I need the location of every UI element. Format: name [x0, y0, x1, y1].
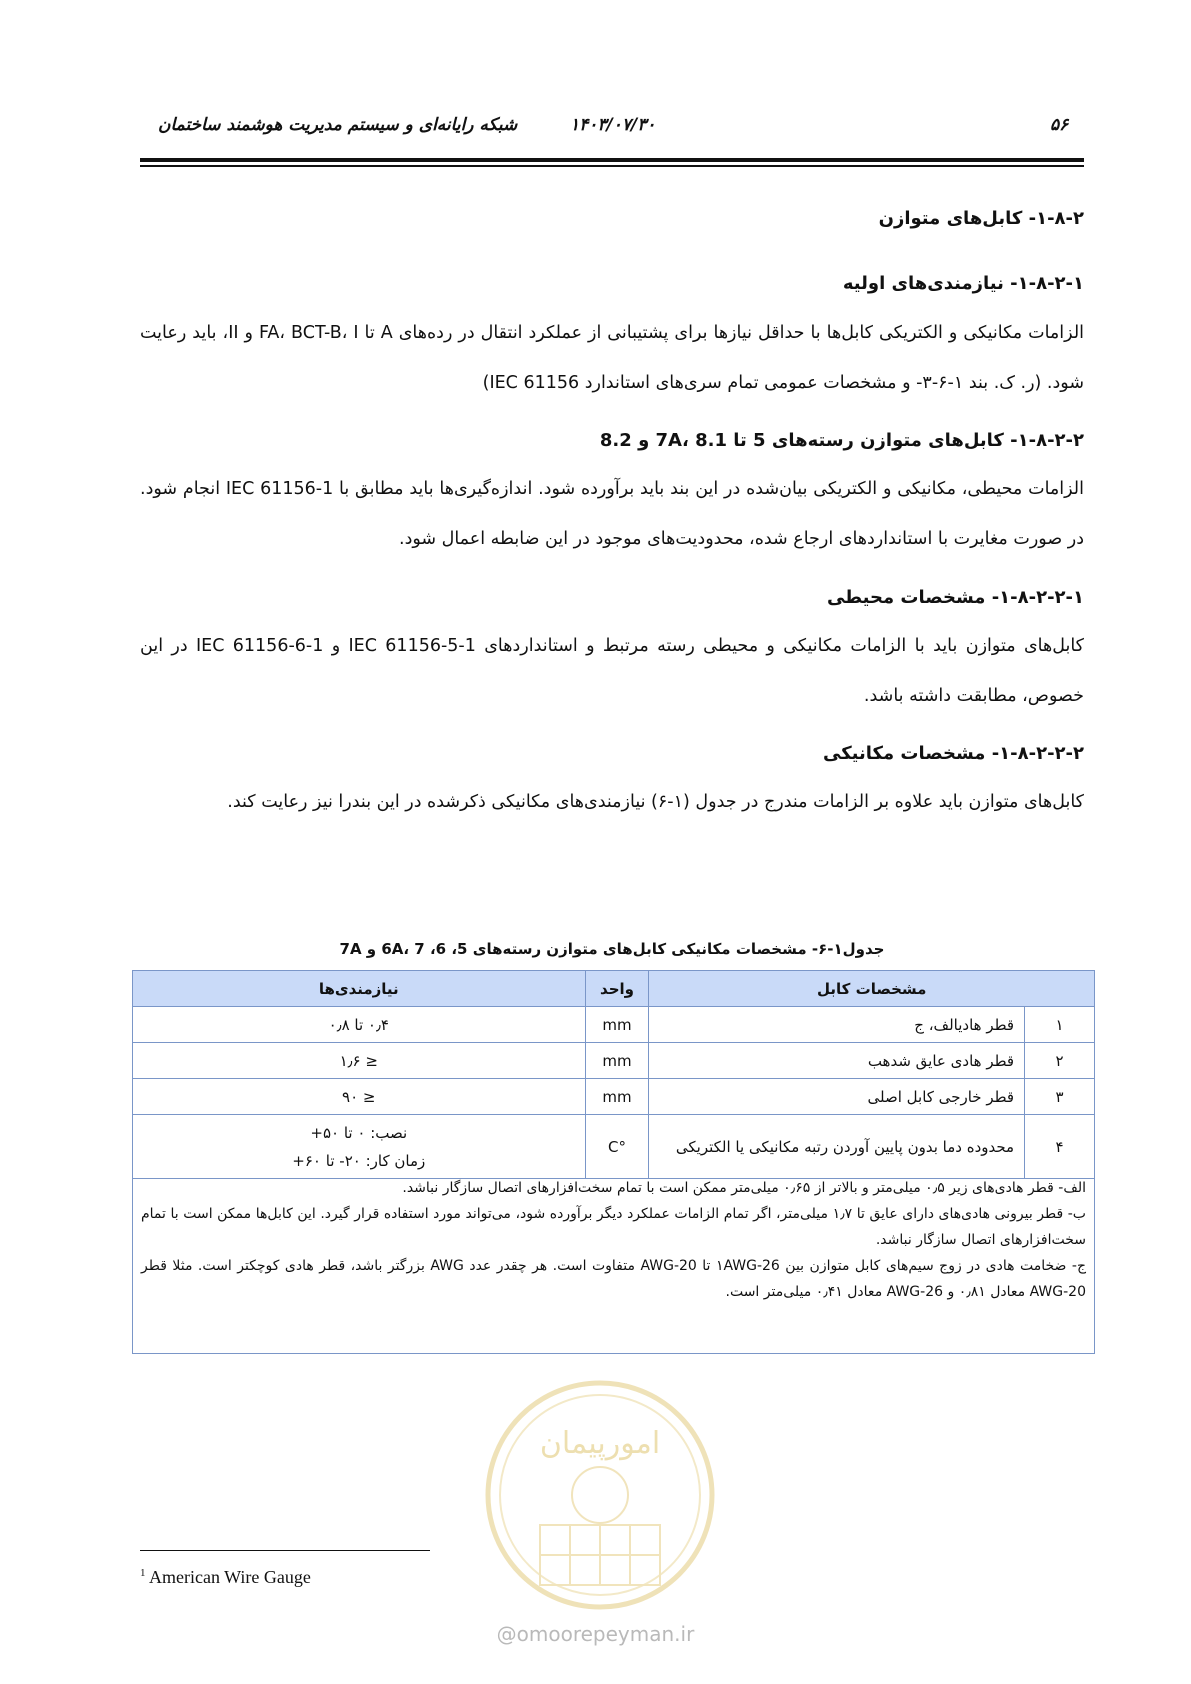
- running-header-date: ۱۴۰۳/۰۷/۳۰: [570, 115, 656, 135]
- table-note: الف- قطر هادی‌های زیر ۰٫۵ میلی‌متر و بالاتر از ۰٫۶۵ میلی‌متر ممکن است با تمام سخت‌افزارهای اتصال سازگار نباشد.: [402, 1180, 1086, 1196]
- spec-cell: قطر هادی عایق شدهب: [649, 1043, 1025, 1079]
- subsection-heading: ۱-۸-۲-۲-۲- مشخصات مکانیکی: [822, 743, 1084, 764]
- spec-cell: قطر هادیالف، ج: [649, 1007, 1025, 1043]
- spec-table: [132, 970, 1095, 1179]
- unit-cell: °C: [585, 1115, 649, 1179]
- footnote-mark: 1: [140, 1567, 146, 1579]
- table-row: [133, 1079, 1095, 1115]
- header-rule-thick: [140, 158, 1084, 162]
- paragraph: الزامات محیطی، مکانیکی و الکتریکی بیان‌شده در این بند باید برآورده شود. اندازه‌گیری‌ها باید مطابق با IEC 61156-1 انجام شود. در صورت مغایرت با استانداردهای ارجاع شده، محدودیت‌های موجود در این ضابطه اعمال شود.: [140, 479, 1084, 549]
- table-notes: [132, 1169, 1095, 1354]
- unit-cell: mm: [585, 1007, 649, 1043]
- req-cell: ۰٫۴ تا ۰٫۸: [133, 1007, 586, 1043]
- col-header-unit: واحد: [585, 971, 649, 1007]
- paragraph: کابل‌های متوازن باید علاوه بر الزامات مندرج در جدول (۱-۶) نیازمندی‌های مکانیکی ذکرشده در این بندرا نیز رعایت کند.: [227, 792, 1084, 812]
- col-header-req: نیازمندی‌ها: [133, 971, 586, 1007]
- table-note: ج- ضخامت هادی در زوج سیم‌های کابل متوازن بین ۱AWG-26 تا AWG-20 متفاوت است. هر چقدر عدد AWG بزرگتر باشد، قطر هادی کوچکتر است. مثلا قطر AWG-20 معادل ۰٫۸۱ و AWG-26 معادل ۰٫۴۱ میلی‌متر است.: [141, 1258, 1087, 1300]
- table-row: [133, 1007, 1095, 1043]
- subsection-heading: ۱-۸-۲-۲- کابل‌های متوازن رسته‌های 5 تا 7A، 8.1 و 8.2: [599, 430, 1084, 451]
- col-header-spec: مشخصات کابل: [649, 971, 1095, 1007]
- row-number: ۳: [1025, 1079, 1095, 1115]
- watermark-logo-text: امورپیمان: [539, 1426, 661, 1461]
- page-number: ۵۶: [1050, 115, 1069, 135]
- unit-cell: mm: [585, 1079, 649, 1115]
- subsection-heading: ۱-۸-۲-۱- نیازمندی‌های اولیه: [842, 273, 1084, 294]
- table-caption: جدول۱-۶- مشخصات مکانیکی کابل‌های متوازن رسته‌های 5، 6، 6A، 7 و 7A: [339, 940, 885, 958]
- watermark-logo: [480, 1375, 720, 1615]
- paragraph: کابل‌های متوازن باید با الزامات مکانیکی و محیطی رسته مرتبط و استانداردهای IEC 61156-5-1 و IEC 61156-6-1 در این خصوص، مطابقت داشته باشد.: [140, 636, 1084, 706]
- table-row: [133, 1043, 1095, 1079]
- running-header-title: شبکه رایانه‌ای و سیستم مدیریت هوشمند ساختمان: [158, 115, 518, 135]
- table-header-row: [133, 971, 1095, 1007]
- footnote: [140, 1567, 311, 1588]
- paragraph: الزامات مکانیکی و الکتریکی کابل‌ها با حداقل نیازها برای پشتیبانی از عملکرد انتقال در رده‌های A تا FA، BCT-B، I و II، باید رعایت شود. (ر. ک. بند ۱-۶-۳- و مشخصات عمومی تمام سری‌های استاندارد IEC 61156): [140, 323, 1085, 393]
- watermark-url: @omoorepeyman.ir: [496, 1622, 695, 1646]
- subsection-heading: ۱-۸-۲-۲-۱- مشخصات محیطی: [826, 587, 1084, 608]
- unit-cell: mm: [585, 1043, 649, 1079]
- spec-cell: محدوده دما بدون پایین آوردن رتبه مکانیکی یا الکتریکی: [649, 1115, 1025, 1179]
- footnote-rule: [140, 1550, 430, 1551]
- req-install: نصب: ۰ تا ۵۰+: [310, 1123, 408, 1142]
- spec-cell: قطر خارجی کابل اصلی: [649, 1079, 1025, 1115]
- req-operation: زمان کار: ۲۰- تا ۶۰+: [292, 1151, 426, 1170]
- row-number: ۲: [1025, 1043, 1095, 1079]
- row-number: ۴: [1025, 1115, 1095, 1179]
- section-heading: ۱-۸-۲- کابل‌های متوازن: [878, 208, 1084, 229]
- footnote-text: American Wire Gauge: [149, 1567, 311, 1587]
- row-number: ۱: [1025, 1007, 1095, 1043]
- header-rule-thin: [140, 165, 1084, 167]
- req-cell: ≤ ۱٫۶: [133, 1043, 586, 1079]
- req-cell: ≤ ۹۰: [133, 1079, 586, 1115]
- table-note: ب- قطر بیرونی هادی‌های دارای عایق تا ۱٫۷ میلی‌متر، اگر تمام الزامات عملکرد دیگر برآورده شود، می‌تواند مورد استفاده قرار گیرد. این کابل‌ها ممکن است با تمام سخت‌افزارهای اتصال سازگار نباشد.: [141, 1206, 1086, 1248]
